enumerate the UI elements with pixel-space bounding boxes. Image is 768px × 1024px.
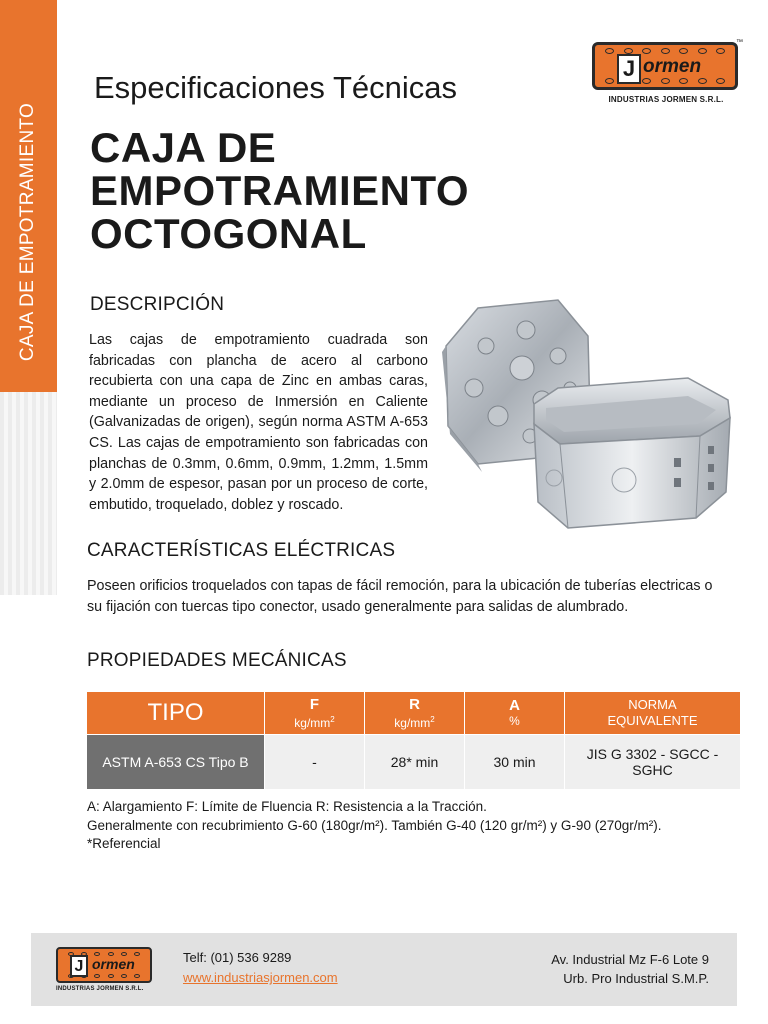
footer-logo [56, 947, 168, 992]
notes-coating: Generalmente con recubrimiento G-60 (180gr/m²). También G-40 (120 gr/m²) y G-90 (270gr/m²). [87, 817, 662, 833]
col-header-a [465, 692, 565, 735]
col-header-r-unit-sup: 2 [430, 714, 435, 724]
col-header-f-unit-sup: 2 [330, 714, 335, 724]
mechanical-properties-table [86, 691, 741, 790]
col-header-a-letter: A [509, 697, 520, 714]
side-band-label: CAJA DE EMPOTRAMIENTO [17, 102, 38, 362]
footer-phone: Telf: (01) 536 9289 [183, 950, 292, 965]
side-band-stripes [0, 392, 57, 595]
col-header-norma-line-2: EQUIVALENTE [607, 713, 698, 728]
footer-address-line-2: Urb. Pro Industrial S.M.P. [563, 971, 709, 986]
electrical-heading: CARACTERÍSTICAS ELÉCTRICAS [87, 540, 396, 561]
footer-address-line-1: Av. Industrial Mz F-6 Lote 9 [551, 952, 709, 967]
electrical-text: Poseen orificios troquelados con tapas de fácil remoción, para la ubicación de tuberías electricas o su fijación con tuercas tipo conector, usado generalmente para salidas de alumbrado. [87, 578, 713, 615]
page-title-line-3: OCTOGONAL [90, 210, 367, 257]
col-header-f-unit [265, 713, 364, 730]
page-title-line-1: CAJA DE [90, 124, 277, 171]
page-title [90, 126, 469, 255]
col-header-r [365, 692, 465, 735]
logo-box [592, 39, 743, 90]
table-row [87, 735, 741, 790]
col-header-f-unit-text: kg/mm [294, 715, 331, 730]
col-header-a-unit: % [509, 714, 520, 728]
footer-logo-letter: J [70, 955, 88, 977]
col-header-f-letter: F [309, 695, 320, 713]
trademark-symbol: ™ [736, 39, 743, 46]
footer-logo-box [56, 947, 152, 983]
company-logo [592, 39, 743, 104]
col-header-r-unit-text: kg/mm [394, 715, 431, 730]
col-header-norma-line-1: NORMA [628, 697, 677, 712]
footer-address [551, 950, 709, 988]
table-notes [87, 798, 661, 854]
logo-caption: INDUSTRIAS JORMEN S.R.L. [608, 95, 724, 104]
logo-letter: J [617, 54, 641, 84]
cell-norma: JIS G 3302 - SGCC - SGHC [565, 735, 741, 790]
page-title-line-2: EMPOTRAMIENTO [90, 167, 470, 214]
footer-contact [183, 948, 338, 988]
col-header-r-letter: R [409, 695, 420, 713]
notes-reference: *Referencial [87, 836, 161, 851]
footer-website-link[interactable]: www.industriasjormen.com [183, 970, 338, 985]
footer-logo-word: ormen [92, 956, 135, 972]
col-header-r-unit [365, 713, 464, 730]
notes-legend: A: Alargamiento F: Límite de Fluencia R: Resistencia a la Tracción. [87, 799, 487, 814]
description-text: Las cajas de empotramiento cuadrada son fabricadas con plancha de acero al carbono recubierta con una capa de Zinc en ambas caras, mediante un proceso de Inmersión en Caliente (Galvanizadas de origen), según norma ASTM A-653 CS. Las cajas de empotramiento son fabricadas con planchas de 0.3mm, 0.6mm, 0.9mm, 1.2mm, 1.5mm y 2.0mm de espesor, pasan por un proceso de corte, embutido, troquelado, doblez y roscado. [89, 332, 428, 513]
footer-logo-caption: INDUSTRIAS JORMEN S.R.L. [56, 986, 144, 992]
col-header-norma [565, 692, 741, 735]
logo-word: ormen [643, 56, 702, 77]
cell-tipo: ASTM A-653 CS Tipo B [87, 735, 265, 790]
col-header-f [265, 692, 365, 735]
cell-a: 30 min [465, 735, 565, 790]
cell-r: 28* min [365, 735, 465, 790]
cell-f: - [265, 735, 365, 790]
product-image-octagonal-boxes [438, 296, 738, 538]
page-subtitle: Especificaciones Técnicas [94, 70, 457, 105]
footer [31, 933, 737, 1006]
table-header-row [87, 692, 741, 735]
col-header-tipo: TIPO [87, 692, 265, 735]
mechanical-heading: PROPIEDADES MECÁNICAS [87, 650, 347, 671]
description-heading: DESCRIPCIÓN [90, 294, 225, 315]
